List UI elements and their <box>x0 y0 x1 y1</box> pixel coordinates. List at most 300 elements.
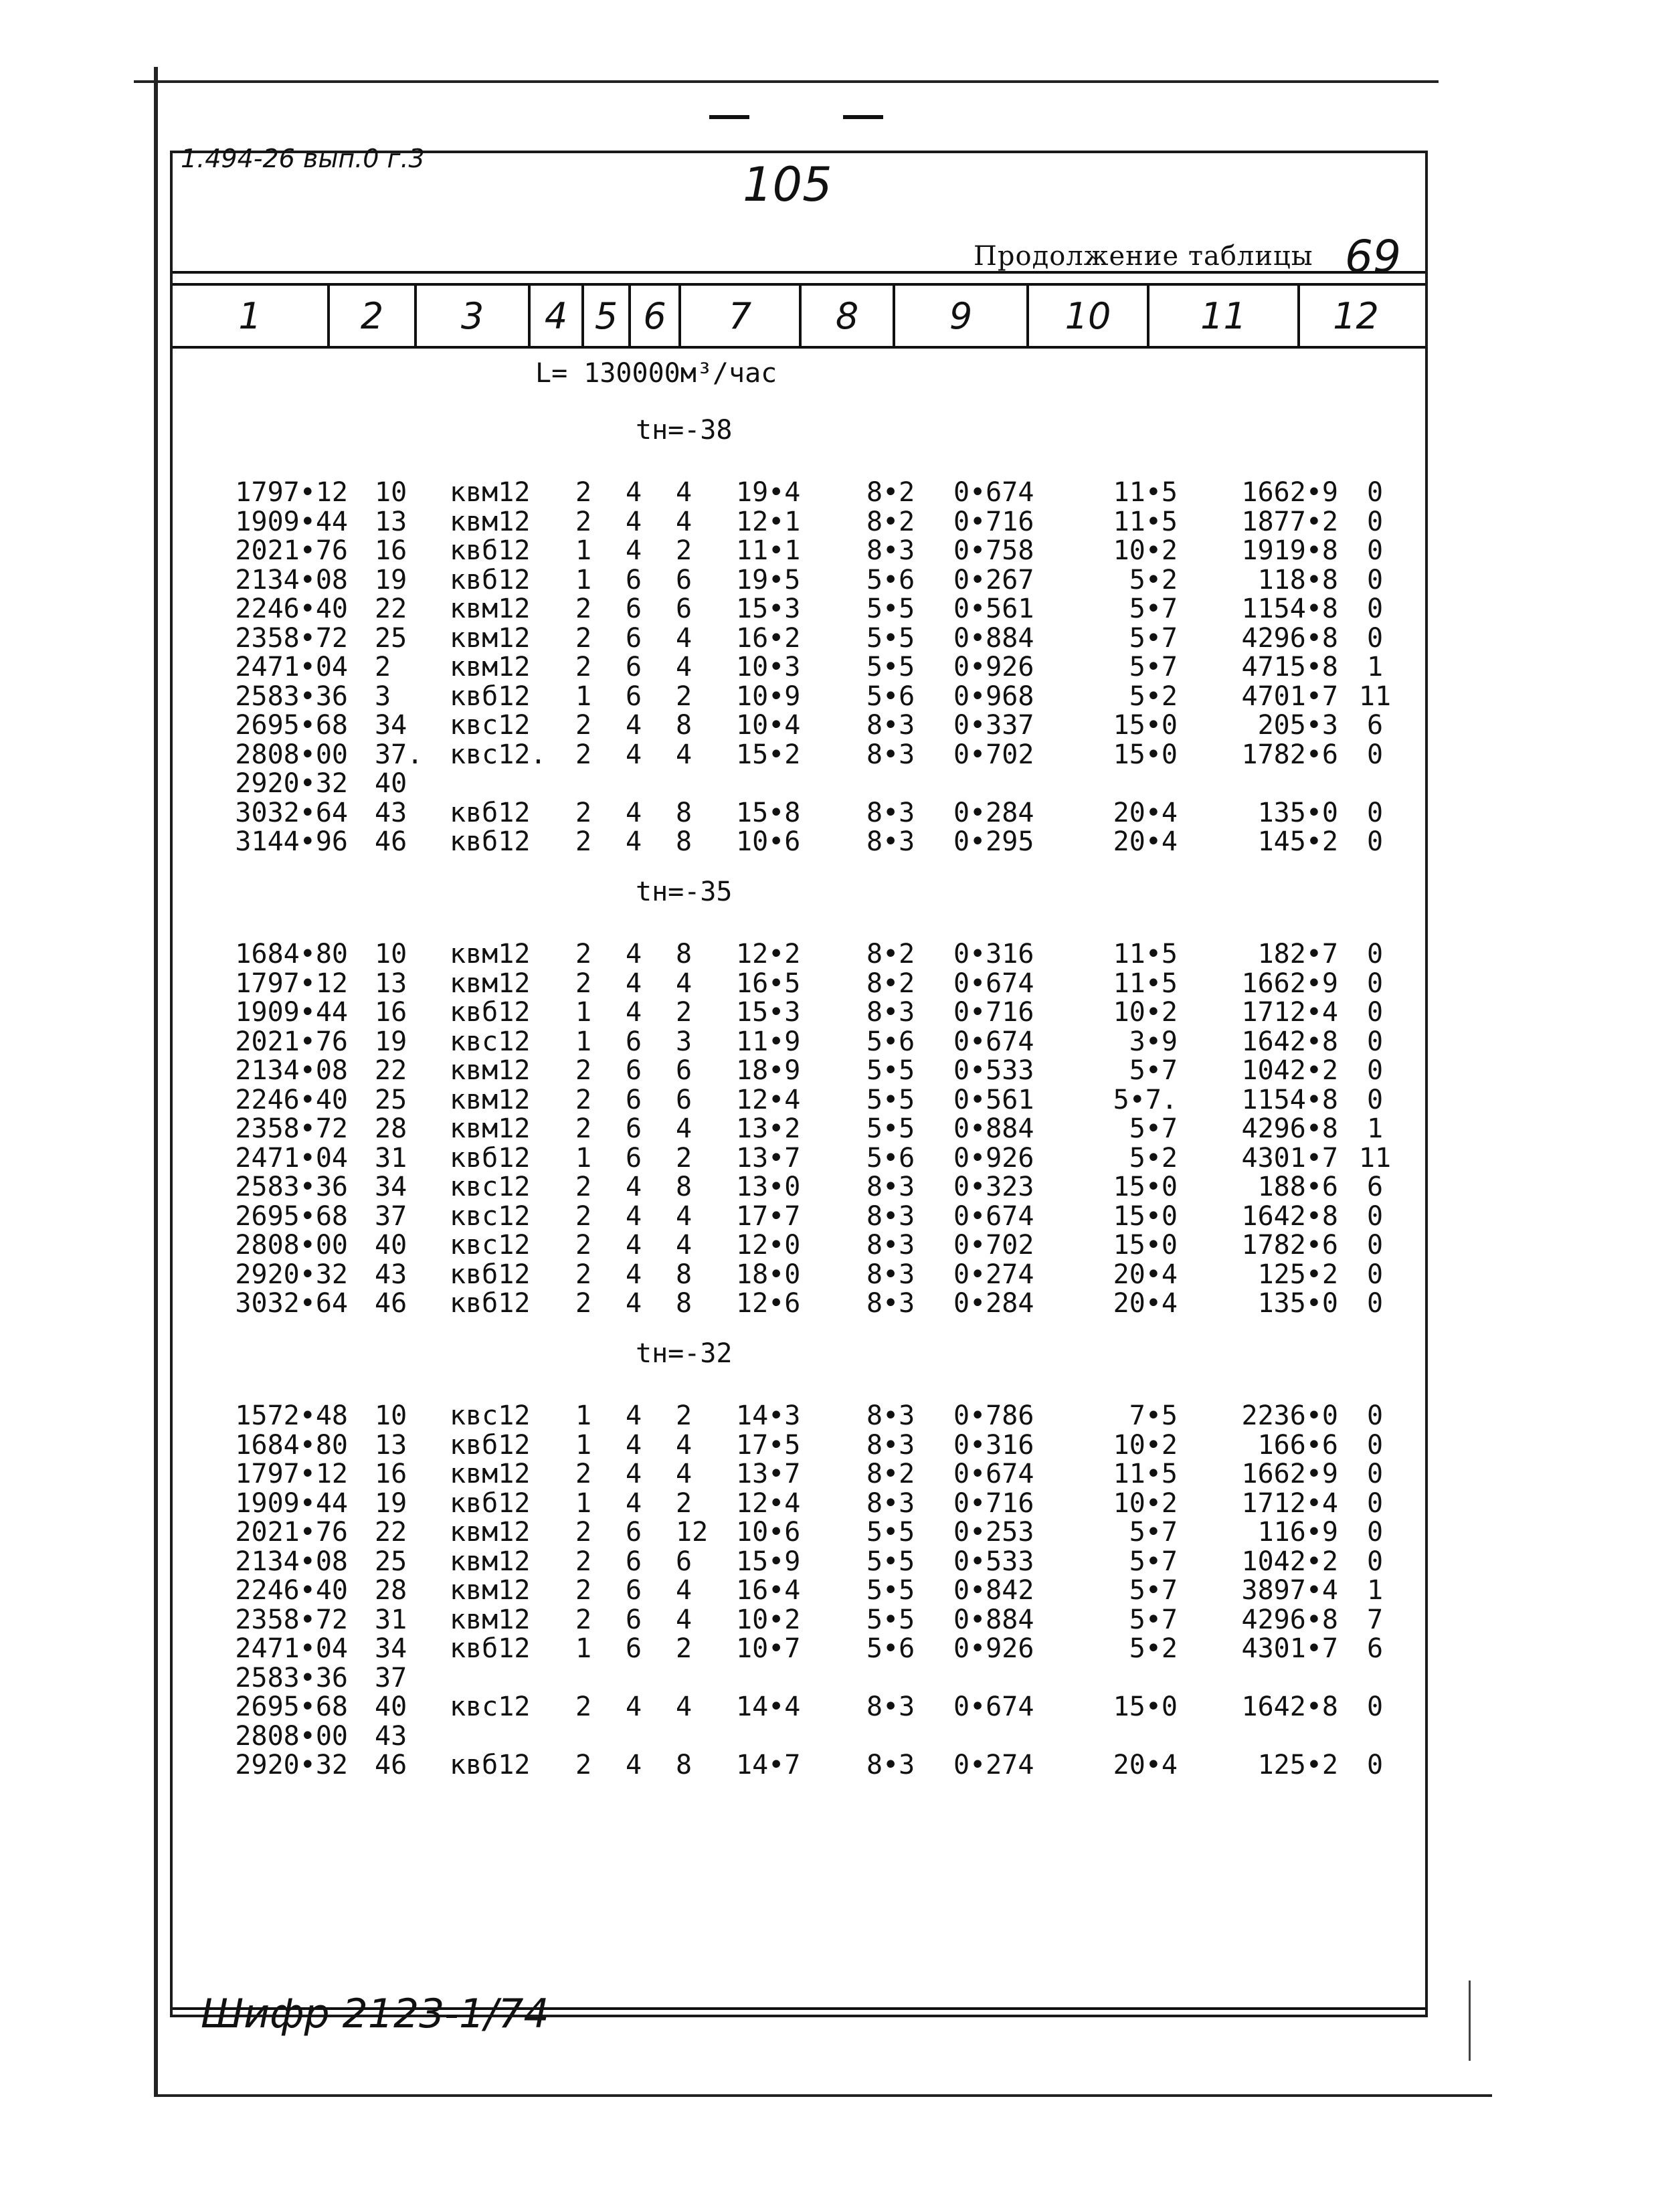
table-cell: 0 <box>1366 997 1384 1028</box>
table-cell: 2 <box>575 1750 592 1780</box>
table-cell: 2 <box>575 1200 592 1232</box>
table-cell: 5•6 <box>866 564 915 595</box>
table-cell: 16 <box>375 535 407 566</box>
table-cell: 0•561 <box>953 593 1034 624</box>
table-cell: 8•2 <box>866 939 915 970</box>
table-cell: 0•926 <box>953 1142 1034 1174</box>
table-cell: 5•5 <box>866 652 915 682</box>
table-cell: 4 <box>626 1429 642 1461</box>
table-cell: 25 <box>375 1546 407 1577</box>
table-cell: 5•2 <box>1129 680 1178 712</box>
table-cell: 6 <box>676 1084 693 1115</box>
table-cell: квб12 <box>450 680 531 712</box>
table-cell: 15•8 <box>736 797 801 828</box>
table-cell: квс12 <box>450 1200 531 1232</box>
table-cell: квм12 <box>450 1604 531 1635</box>
table-cell: 15•9 <box>736 1546 801 1577</box>
table-cell: 8 <box>676 710 693 741</box>
table-cell: 125•2 <box>1257 1750 1338 1780</box>
table-row <box>0 1173 1660 1201</box>
table-cell: 22 <box>375 1517 407 1548</box>
table-cell: 13 <box>375 967 407 999</box>
table-cell: 4 <box>626 1230 642 1261</box>
table-cell: 2246•40 <box>235 1084 348 1115</box>
table-cell: 2 <box>676 1487 693 1519</box>
table-row <box>0 711 1660 739</box>
table-cell: квс12 <box>450 1172 531 1202</box>
table-cell: 4 <box>676 739 693 770</box>
table-cell: 8•3 <box>866 1750 915 1780</box>
table-cell: 2358•72 <box>235 622 348 654</box>
table-cell: 28 <box>375 1113 407 1144</box>
table-cell: 1797•12 <box>235 967 348 999</box>
table-cell: 0•253 <box>953 1517 1034 1548</box>
table-cell: 6 <box>626 1575 642 1606</box>
table-cell: 0•716 <box>953 1487 1034 1519</box>
table-cell: 1 <box>575 1429 592 1461</box>
table-cell: 5•7 <box>1129 1517 1178 1548</box>
table-cell: 6 <box>1366 710 1384 741</box>
table-cell: 5•5 <box>866 1055 915 1086</box>
table-cell: 6 <box>626 564 642 595</box>
table-cell: 0 <box>1366 939 1384 970</box>
table-cell: 11•5 <box>1113 967 1178 999</box>
table-cell: квб12 <box>450 997 531 1028</box>
table-row <box>0 1751 1660 1779</box>
table-cell: 16•2 <box>736 622 801 654</box>
table-cell: 11•5 <box>1113 1459 1178 1489</box>
table-cell: 31 <box>375 1604 407 1635</box>
table-cell: 5•2 <box>1129 1142 1178 1174</box>
table-cell: 6 <box>1366 1172 1384 1202</box>
outer-border-bottom <box>154 2094 1492 2097</box>
table-cell: 2 <box>575 1575 592 1606</box>
table-cell: 0•926 <box>953 1633 1034 1664</box>
table-cell: квб12 <box>450 564 531 595</box>
table-cell: 6 <box>626 652 642 682</box>
table-cell: 15•0 <box>1113 710 1178 741</box>
table-cell: 116•9 <box>1257 1517 1338 1548</box>
table-cell: 0 <box>1366 1230 1384 1261</box>
table-cell: 2 <box>575 506 592 537</box>
table-cell: 2695•68 <box>235 1200 348 1232</box>
table-cell: 8•3 <box>866 826 915 857</box>
table-cell: 125•2 <box>1257 1259 1338 1290</box>
table-cell: 10•2 <box>1113 1429 1178 1461</box>
table-cell: 0•674 <box>953 1200 1034 1232</box>
table-cell: 4 <box>626 477 642 508</box>
table-cell: 8•3 <box>866 710 915 741</box>
column-header: 8 <box>802 286 895 346</box>
table-cell: 15•3 <box>736 997 801 1028</box>
table-cell: квб12 <box>450 1750 531 1780</box>
table-cell: 19•4 <box>736 477 801 508</box>
table-cell: 2021•76 <box>235 1517 348 1548</box>
table-cell: 6 <box>626 1026 642 1057</box>
table-cell: 4 <box>626 1259 642 1290</box>
column-header: 3 <box>417 286 531 346</box>
table-row <box>0 595 1660 623</box>
table-cell: 19 <box>375 1487 407 1519</box>
table-cell: 5•5 <box>866 1113 915 1144</box>
table-cell: 11•9 <box>736 1026 801 1057</box>
table-cell: квс12 <box>450 1230 531 1261</box>
table-cell: 4 <box>626 797 642 828</box>
table-cell: 2 <box>575 1230 592 1261</box>
table-cell: 18•9 <box>736 1055 801 1086</box>
table-cell: 15•0 <box>1113 1230 1178 1261</box>
table-cell: 1712•4 <box>1241 1487 1338 1519</box>
table-row <box>0 769 1660 798</box>
table-cell: 0•337 <box>953 710 1034 741</box>
table-cell: 1712•4 <box>1241 997 1338 1028</box>
table-cell: 3 <box>676 1026 693 1057</box>
table-cell: 15•2 <box>736 739 801 770</box>
table-cell: 2021•76 <box>235 535 348 566</box>
table-cell: 5•5 <box>866 1604 915 1635</box>
table-cell: 20•4 <box>1113 826 1178 857</box>
scan-dash <box>843 115 883 119</box>
table-cell: 6 <box>626 1084 642 1115</box>
table-cell: 8•3 <box>866 1200 915 1232</box>
table-row <box>0 1576 1660 1604</box>
table-cell: 0 <box>1366 1459 1384 1489</box>
table-cell: 5•6 <box>866 1026 915 1057</box>
table-cell: 2583•36 <box>235 680 348 712</box>
table-cell: 4296•8 <box>1241 622 1338 654</box>
table-cell: 4 <box>626 1691 642 1722</box>
table-cell: 0 <box>1366 506 1384 537</box>
table-cell: 4 <box>676 622 693 654</box>
table-cell: квм12 <box>450 1113 531 1144</box>
table-cell: 0•316 <box>953 939 1034 970</box>
table-cell: 0 <box>1366 1288 1384 1319</box>
table-cell: 13•2 <box>736 1113 801 1144</box>
table-cell: 0 <box>1366 797 1384 828</box>
table-cell: 37 <box>375 1662 407 1693</box>
table-row <box>0 1606 1660 1634</box>
page-number: 105 <box>743 157 832 212</box>
table-cell: 5•6 <box>866 1142 915 1174</box>
table-row <box>0 1202 1660 1230</box>
table-cell: 7 <box>1366 1604 1384 1635</box>
table-cell: 12•1 <box>736 506 801 537</box>
table-cell: 46 <box>375 1288 407 1319</box>
table-cell: 166•6 <box>1257 1429 1338 1461</box>
table-cell: 5•7. <box>1113 1084 1178 1115</box>
table-cell: 10•6 <box>736 1517 801 1548</box>
table-cell: 5•6 <box>866 680 915 712</box>
table-cell: 188•6 <box>1257 1172 1338 1202</box>
table-cell: 20•4 <box>1113 797 1178 828</box>
table-cell: 37. <box>375 739 424 770</box>
column-header: 4 <box>531 286 584 346</box>
table-cell: 11•5 <box>1113 506 1178 537</box>
table-row <box>0 508 1660 536</box>
table-cell: 4 <box>676 1691 693 1722</box>
table-cell: 0 <box>1366 622 1384 654</box>
table-cell: 0•842 <box>953 1575 1034 1606</box>
table-cell: квс12 <box>450 710 531 741</box>
table-cell: 2 <box>676 1633 693 1664</box>
table-cell: 6 <box>676 1055 693 1086</box>
table-cell: 135•0 <box>1257 797 1338 828</box>
table-cell: 1 <box>575 564 592 595</box>
table-cell: 0 <box>1366 477 1384 508</box>
table-cell: 6 <box>626 1517 642 1548</box>
table-cell: 2 <box>676 997 693 1028</box>
table-cell: 2 <box>575 477 592 508</box>
table-cell: 8 <box>676 1750 693 1780</box>
table-cell: квм12 <box>450 1084 531 1115</box>
column-header-row <box>173 283 1425 349</box>
table-cell: 1154•8 <box>1241 1084 1338 1115</box>
table-cell: 3144•96 <box>235 826 348 857</box>
table-cell: квб12 <box>450 1429 531 1461</box>
table-cell: 10•2 <box>1113 997 1178 1028</box>
table-cell: 15•0 <box>1113 1200 1178 1232</box>
table-cell: 4 <box>626 939 642 970</box>
table-cell: 145•2 <box>1257 826 1338 857</box>
document-code: 1.494-26 вып.0 г.3 <box>181 144 425 173</box>
table-cell: 0•674 <box>953 1691 1034 1722</box>
table-cell: 135•0 <box>1257 1288 1338 1319</box>
table-cell: 1572•48 <box>235 1400 348 1431</box>
table-cell: 1919•8 <box>1241 535 1338 566</box>
table-cell: 6 <box>626 1604 642 1635</box>
table-cell: 2 <box>676 1142 693 1174</box>
table-cell: 17•7 <box>736 1200 801 1232</box>
table-cell: квб12 <box>450 1487 531 1519</box>
table-cell: 2246•40 <box>235 593 348 624</box>
table-cell: квм12 <box>450 1517 531 1548</box>
table-cell: 0•926 <box>953 652 1034 682</box>
table-cell: 13 <box>375 1429 407 1461</box>
table-row <box>0 682 1660 711</box>
table-cell: 2583•36 <box>235 1662 348 1693</box>
table-cell: 2 <box>575 1259 592 1290</box>
table-cell: 10 <box>375 1400 407 1431</box>
table-cell: квс12 <box>450 1026 531 1057</box>
table-number: 69 <box>1345 231 1401 282</box>
table-cell: 8•3 <box>866 997 915 1028</box>
table-cell: 3032•64 <box>235 797 348 828</box>
table-cell: 5•7 <box>1129 1055 1178 1086</box>
table-cell: 15•0 <box>1113 739 1178 770</box>
table-cell: 1909•44 <box>235 506 348 537</box>
table-row <box>0 828 1660 856</box>
table-cell: квб12 <box>450 826 531 857</box>
table-cell: 1684•80 <box>235 939 348 970</box>
table-cell: 11•1 <box>736 535 801 566</box>
table-cell: 2 <box>575 826 592 857</box>
table-cell: 1 <box>575 680 592 712</box>
table-cell: 1 <box>575 1142 592 1174</box>
table-cell: 8•3 <box>866 1288 915 1319</box>
table-cell: 19•5 <box>736 564 801 595</box>
table-row <box>0 1548 1660 1576</box>
table-cell: 8•2 <box>866 967 915 999</box>
table-cell: 22 <box>375 1055 407 1086</box>
table-cell: 118•8 <box>1257 564 1338 595</box>
table-cell: 2808•00 <box>235 1230 348 1261</box>
table-row <box>0 1289 1660 1317</box>
table-cell: квс12 <box>450 1691 531 1722</box>
table-cell: 6 <box>1366 1633 1384 1664</box>
table-cell: 1662•9 <box>1241 477 1338 508</box>
table-cell: 2 <box>676 535 693 566</box>
table-cell: 1 <box>575 1400 592 1431</box>
table-cell: 4 <box>676 1604 693 1635</box>
table-cell: квб12 <box>450 1633 531 1664</box>
table-cell: 4296•8 <box>1241 1604 1338 1635</box>
table-cell: 2 <box>575 797 592 828</box>
table-cell: 2471•04 <box>235 652 348 682</box>
section-title: tн=-38 <box>636 415 733 446</box>
table-cell: 1662•9 <box>1241 1459 1338 1489</box>
table-cell: квб12 <box>450 1259 531 1290</box>
table-cell: 2 <box>575 739 592 770</box>
table-row <box>0 1431 1660 1459</box>
table-cell: 8•3 <box>866 1487 915 1519</box>
table-cell: 1642•8 <box>1241 1026 1338 1057</box>
table-cell: 6 <box>676 564 693 595</box>
table-cell: 4 <box>676 1575 693 1606</box>
table-cell: 8•3 <box>866 1172 915 1202</box>
table-cell: 2 <box>375 652 391 682</box>
column-header: 12 <box>1333 294 1379 337</box>
column-header: 1 <box>173 286 330 346</box>
table-cell: 8•3 <box>866 1400 915 1431</box>
table-cell: 0 <box>1366 1429 1384 1461</box>
table-cell: 6 <box>626 680 642 712</box>
table-cell: 10•2 <box>1113 535 1178 566</box>
table-cell: 0 <box>1366 535 1384 566</box>
table-cell: 1 <box>575 997 592 1028</box>
table-cell: 6 <box>626 1546 642 1577</box>
table-cell: 40 <box>375 1691 407 1722</box>
table-cell: 0•702 <box>953 739 1034 770</box>
table-cell: 4 <box>676 1113 693 1144</box>
table-cell: 0•884 <box>953 622 1034 654</box>
table-cell: 2134•08 <box>235 564 348 595</box>
table-cell: 1782•6 <box>1241 1230 1338 1261</box>
table-cell: 43 <box>375 1259 407 1290</box>
table-cell: 2 <box>575 939 592 970</box>
table-cell: 5•7 <box>1129 622 1178 654</box>
table-cell: 43 <box>375 797 407 828</box>
table-cell: 8 <box>676 1172 693 1202</box>
table-cell: 4 <box>626 1750 642 1780</box>
table-cell: 0 <box>1366 1750 1384 1780</box>
table-cell: квм12 <box>450 939 531 970</box>
table-cell: 8•3 <box>866 797 915 828</box>
table-cell: 205•3 <box>1257 710 1338 741</box>
table-cell: 8•3 <box>866 1230 915 1261</box>
table-cell: 4 <box>626 1487 642 1519</box>
table-cell: 12•2 <box>736 939 801 970</box>
table-row <box>0 1489 1660 1517</box>
table-row <box>0 1144 1660 1172</box>
table-cell: 0•284 <box>953 797 1034 828</box>
table-row <box>0 624 1660 652</box>
table-cell: 11 <box>1358 680 1392 712</box>
table-cell: 25 <box>375 1084 407 1115</box>
table-cell: квм12 <box>450 506 531 537</box>
table-cell: 5•7 <box>1129 1604 1178 1635</box>
table-cell: 4 <box>626 710 642 741</box>
table-cell: 4 <box>626 535 642 566</box>
table-cell: 20•4 <box>1113 1288 1178 1319</box>
table-cell: 4301•7 <box>1241 1633 1338 1664</box>
table-cell: 5•2 <box>1129 564 1178 595</box>
table-row <box>0 653 1660 681</box>
table-cell: 0•533 <box>953 1055 1034 1086</box>
table-cell: 46 <box>375 1750 407 1780</box>
scan-dash <box>709 115 749 119</box>
table-cell: 4 <box>676 477 693 508</box>
table-cell: 14•3 <box>736 1400 801 1431</box>
table-cell: 0•884 <box>953 1113 1034 1144</box>
table-cell: 6 <box>626 1142 642 1174</box>
table-cell: 10 <box>375 477 407 508</box>
table-cell: 2471•04 <box>235 1633 348 1664</box>
table-cell: 6 <box>626 1633 642 1664</box>
table-cell: 19 <box>375 1026 407 1057</box>
table-cell: 182•7 <box>1257 939 1338 970</box>
table-cell: 12•4 <box>736 1487 801 1519</box>
table-row <box>0 566 1660 594</box>
table-cell: 1684•80 <box>235 1429 348 1461</box>
table-cell: 0•716 <box>953 997 1034 1028</box>
section-title: tн=-32 <box>636 1338 733 1369</box>
table-cell: квм12 <box>450 1459 531 1489</box>
table-cell: 46 <box>375 826 407 857</box>
table-cell: 0•274 <box>953 1259 1034 1290</box>
table-cell: 8•3 <box>866 1429 915 1461</box>
table-cell: 10•4 <box>736 710 801 741</box>
table-cell: квм12 <box>450 593 531 624</box>
table-cell: 8•3 <box>866 1691 915 1722</box>
table-cell: 4 <box>676 1230 693 1261</box>
table-cell: 4296•8 <box>1241 1113 1338 1144</box>
table-cell: 0 <box>1366 1026 1384 1057</box>
table-cell: 0•295 <box>953 826 1034 857</box>
table-cell: 2 <box>575 1084 592 1115</box>
table-cell: 10•6 <box>736 826 801 857</box>
table-cell: 8•3 <box>866 535 915 566</box>
table-cell: 2358•72 <box>235 1113 348 1144</box>
table-cell: 4 <box>626 826 642 857</box>
table-cell: 0•758 <box>953 535 1034 566</box>
column-header: 6 <box>631 286 681 346</box>
table-row <box>0 1231 1660 1259</box>
table-row <box>0 1635 1660 1663</box>
table-cell: 5•5 <box>866 1575 915 1606</box>
table-cell: 2358•72 <box>235 1604 348 1635</box>
table-cell: 22 <box>375 593 407 624</box>
cipher-label: Шифр 2123-1/74 <box>201 1991 549 2037</box>
table-cell: 4715•8 <box>1241 652 1338 682</box>
table-cell: 4 <box>676 506 693 537</box>
table-cell: 8•3 <box>866 739 915 770</box>
table-cell: 15•0 <box>1113 1172 1178 1202</box>
table-cell: 10•9 <box>736 680 801 712</box>
table-cell: 40 <box>375 768 407 799</box>
table-cell: 10•2 <box>1113 1487 1178 1519</box>
table-cell: 4 <box>676 1459 693 1489</box>
table-cell: 2 <box>575 1113 592 1144</box>
